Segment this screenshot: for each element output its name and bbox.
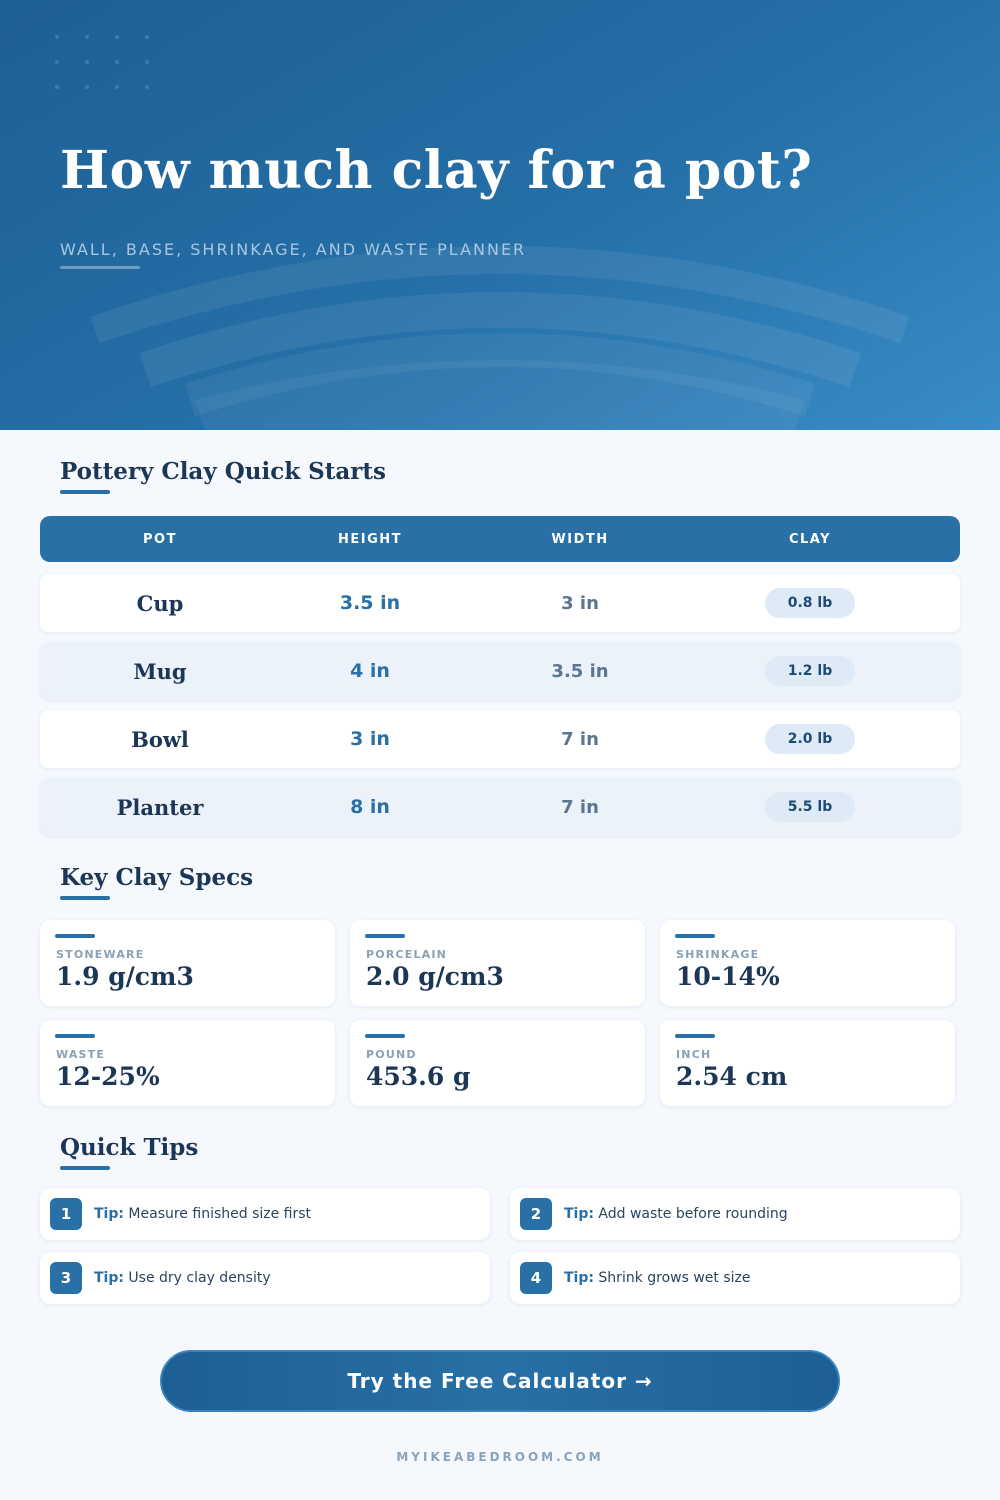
spec-card-shrinkage [660,920,955,1006]
spec-label: WASTE [56,1048,106,1061]
specs-heading: Key Clay Specs [60,864,254,891]
spec-card-pound [350,1020,645,1106]
pot-name: Bowl [131,726,189,752]
pot-height: 8 in [350,796,390,818]
pot-name: Cup [136,590,184,616]
hero-banner [0,0,1000,430]
tip-key: Tip: [564,1206,594,1222]
page-title: How much clay for a pot? [60,140,813,201]
tip-card-4 [510,1252,960,1304]
decorative-pot-arcs [0,0,1000,430]
tip-text: Measure finished size first [128,1206,312,1222]
spec-value: 2.0 g/cm3 [366,962,504,991]
quick-starts-table [40,516,960,846]
spec-value: 12-25% [56,1062,160,1091]
spec-accent-bar [365,1034,405,1038]
tip-text: Shrink grows wet size [598,1270,751,1286]
pot-name: Planter [116,794,204,820]
spec-accent-bar [55,934,95,938]
spec-label: INCH [676,1048,712,1061]
table-row [40,778,960,836]
spec-label: STONEWARE [56,948,145,961]
pot-height: 3.5 in [339,592,401,614]
clay-badge: 1.2 lb [765,656,855,686]
tip-number: 2 [520,1198,552,1230]
pot-name: Mug [133,658,187,684]
pot-width: 3 in [561,592,599,614]
header-pot: POT [143,531,177,547]
clay-badge: 2.0 lb [765,724,855,754]
spec-card-inch [660,1020,955,1106]
page-subtitle: WALL, BASE, SHRINKAGE, AND WASTE PLANNER [60,240,527,259]
header-clay: CLAY [788,531,832,547]
subtitle-underline [60,266,140,269]
table-header [40,516,960,562]
quick-starts-underline [60,490,110,494]
spec-card-waste [40,1020,335,1106]
free-calculator-button[interactable]: Try the Free Calculator → [160,1350,840,1412]
footer-site-name: MYIKEABEDROOM.COM [396,1450,604,1464]
spec-card-porcelain [350,920,645,1006]
spec-accent-bar [675,934,715,938]
specs-underline [60,896,110,900]
spec-accent-bar [365,934,405,938]
spec-value: 1.9 g/cm3 [56,962,194,991]
table-row [40,574,960,632]
tip-key: Tip: [94,1270,124,1286]
table-row [40,710,960,768]
tip-card-2 [510,1188,960,1240]
tips-heading: Quick Tips [60,1134,199,1161]
spec-value: 453.6 g [366,1062,471,1091]
tip-key: Tip: [564,1270,594,1286]
clay-badge: 0.8 lb [765,588,855,618]
spec-label: POUND [366,1048,417,1061]
tip-text: Add waste before rounding [598,1206,788,1222]
spec-card-stoneware [40,920,335,1006]
tip-text: Use dry clay density [128,1270,271,1286]
spec-label: PORCELAIN [366,948,448,961]
pot-width: 7 in [561,796,599,818]
tip-number: 3 [50,1262,82,1294]
spec-accent-bar [55,1034,95,1038]
tip-key: Tip: [94,1206,124,1222]
tip-number: 1 [50,1198,82,1230]
spec-value: 10-14% [676,962,780,991]
spec-value: 2.54 cm [676,1062,788,1091]
pot-height: 4 in [350,660,390,682]
tip-card-3 [40,1252,490,1304]
header-width: WIDTH [551,531,609,547]
tip-number: 4 [520,1262,552,1294]
spec-accent-bar [675,1034,715,1038]
table-row [40,642,960,700]
spec-label: SHRINKAGE [676,948,760,961]
pot-height: 3 in [350,728,390,750]
header-height: HEIGHT [337,531,402,547]
tips-underline [60,1166,110,1170]
clay-badge: 5.5 lb [765,792,855,822]
tip-card-1 [40,1188,490,1240]
pot-width: 7 in [561,728,599,750]
pot-width: 3.5 in [551,660,609,682]
quick-starts-heading: Pottery Clay Quick Starts [60,458,386,485]
